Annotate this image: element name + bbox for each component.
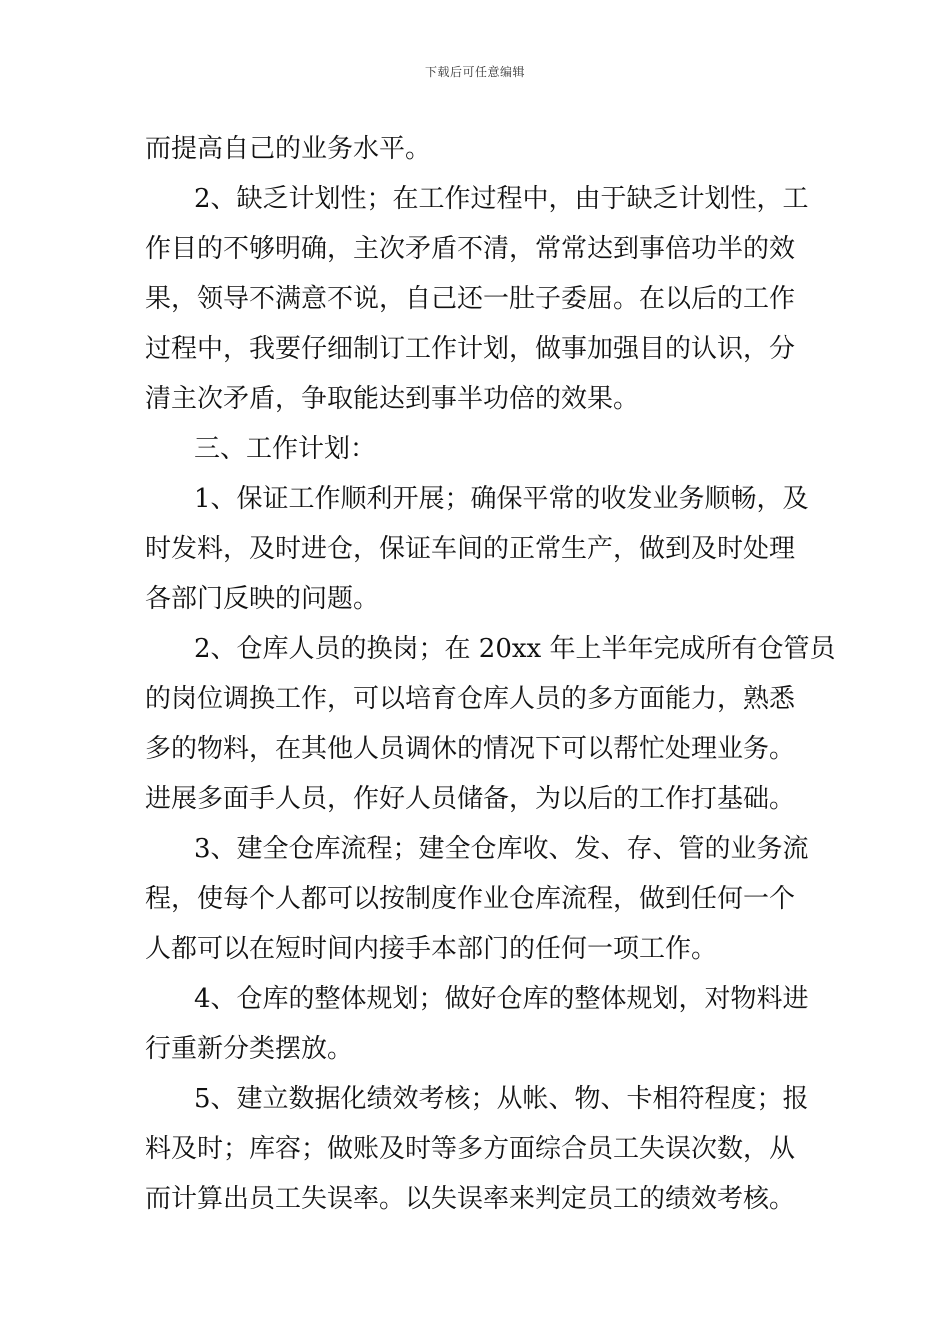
text-line: 人都可以在短时间内接手本部门的任何一项工作。 (145, 934, 718, 964)
text-line: 料及时；库容；做账及时等多方面综合员工失误次数，从 (145, 1134, 796, 1164)
text-line: 果，领导不满意不说，自己还一肚子委屈。在以后的工作 (145, 284, 796, 314)
text-line: 4、仓库的整体规划；做好仓库的整体规划，对物料进 (194, 984, 809, 1014)
section-heading: 三、工作计划： (194, 434, 377, 464)
text-line: 5、建立数据化绩效考核；从帐、物、卡相符程度；报 (194, 1084, 809, 1114)
text-line: 过程中，我要仔细制订工作计划，做事加强目的认识，分 (145, 334, 796, 364)
text-line: 行重新分类摆放。 (145, 1034, 354, 1064)
text-line: 的岗位调换工作，可以培育仓库人员的多方面能力，熟悉 (145, 684, 796, 714)
text-line: 程，使每个人都可以按制度作业仓库流程，做到任何一个 (145, 884, 796, 914)
text-line: 多的物料，在其他人员调休的情况下可以帮忙处理业务。 (145, 734, 796, 764)
text-line: 1、保证工作顺利开展；确保平常的收发业务顺畅，及 (194, 484, 809, 514)
text-line: 各部门反映的问题。 (145, 584, 380, 614)
text-line: 而提高自己的业务水平。 (145, 134, 432, 164)
text-line: 3、建全仓库流程；建全仓库收、发、存、管的业务流 (194, 834, 809, 864)
text-line: 2、仓库人员的换岗；在 20xx 年上半年完成所有仓管员 (194, 634, 836, 664)
page-header: 下载后可任意编辑 (424, 65, 525, 79)
text-line: 作目的不够明确，主次矛盾不清，常常达到事倍功半的效 (145, 234, 796, 264)
text-line: 而计算出员工失误率。以失误率来判定员工的绩效考核。 (145, 1184, 796, 1214)
text-line: 进展多面手人员，作好人员储备，为以后的工作打基础。 (145, 784, 796, 814)
text-line: 清主次矛盾，争取能达到事半功倍的效果。 (145, 384, 640, 414)
text-line: 时发料，及时进仓，保证车间的正常生产，做到及时处理 (145, 534, 796, 564)
text-line: 2、缺乏计划性；在工作过程中，由于缺乏计划性，工 (194, 184, 809, 214)
